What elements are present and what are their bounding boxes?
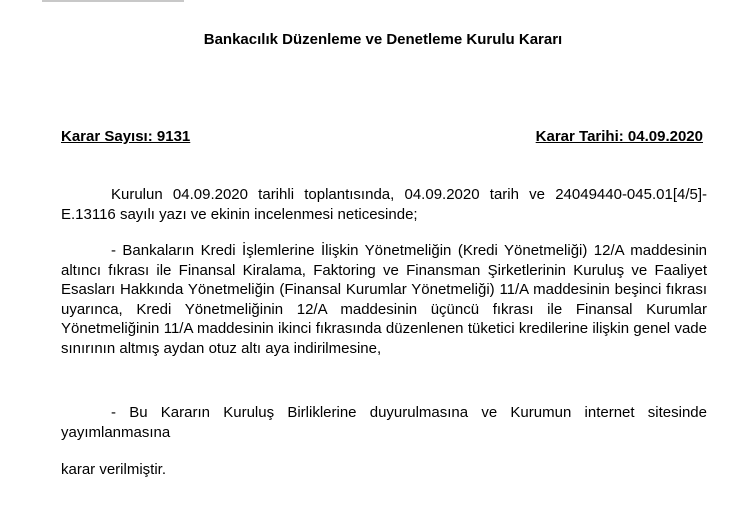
closing-paragraph: karar verilmiştir. xyxy=(61,461,167,478)
top-divider xyxy=(42,0,184,2)
decision-number: Karar Sayısı: 9131 xyxy=(61,128,191,145)
decision-date: Karar Tarihi: 04.09.2020 xyxy=(535,128,703,145)
decision-item-maturity-limit: - Bankaların Kredi İşlemlerine İlişkin Yönetmeliğin (Kredi Yönetmeliği) 12/A maddesinin altıncı fıkrası ile Finansal Kiralama, Faktoring ve Finansman Şirketlerinin Kuruluş ve Faaliyet Esasları Hakkında Yönetmeliğin (Finansal Kurumlar Yönetmeliği) 11/A maddesinin beşinci fıkrası uyarınca, Kredi Yönetmeliğinin 12/A maddesinin üçüncü fıkrası ile Finansal Kurumlar Yönetmeliğinin 11/A maddesinin ikinci fıkrasında düzenlenen tüketici kredilerine ilişkin genel vade sınırının altmış aydan otuz altı aya indirilmesine, xyxy=(61,242,707,357)
decision-item-announcement: - Bu Kararın Kuruluş Birliklerine duyurulmasına ve Kurumun internet sitesinde yayımlanmasına xyxy=(61,404,707,441)
intro-paragraph: Kurulun 04.09.2020 tarihli toplantısında, 04.09.2020 tarih ve 24049440-045.01[4/5]-E.13116 sayılı yazı ve ekinin incelenmesi neticesinde; xyxy=(61,186,707,223)
document-title: Bankacılık Düzenleme ve Denetleme Kurulu Kararı xyxy=(203,31,563,48)
